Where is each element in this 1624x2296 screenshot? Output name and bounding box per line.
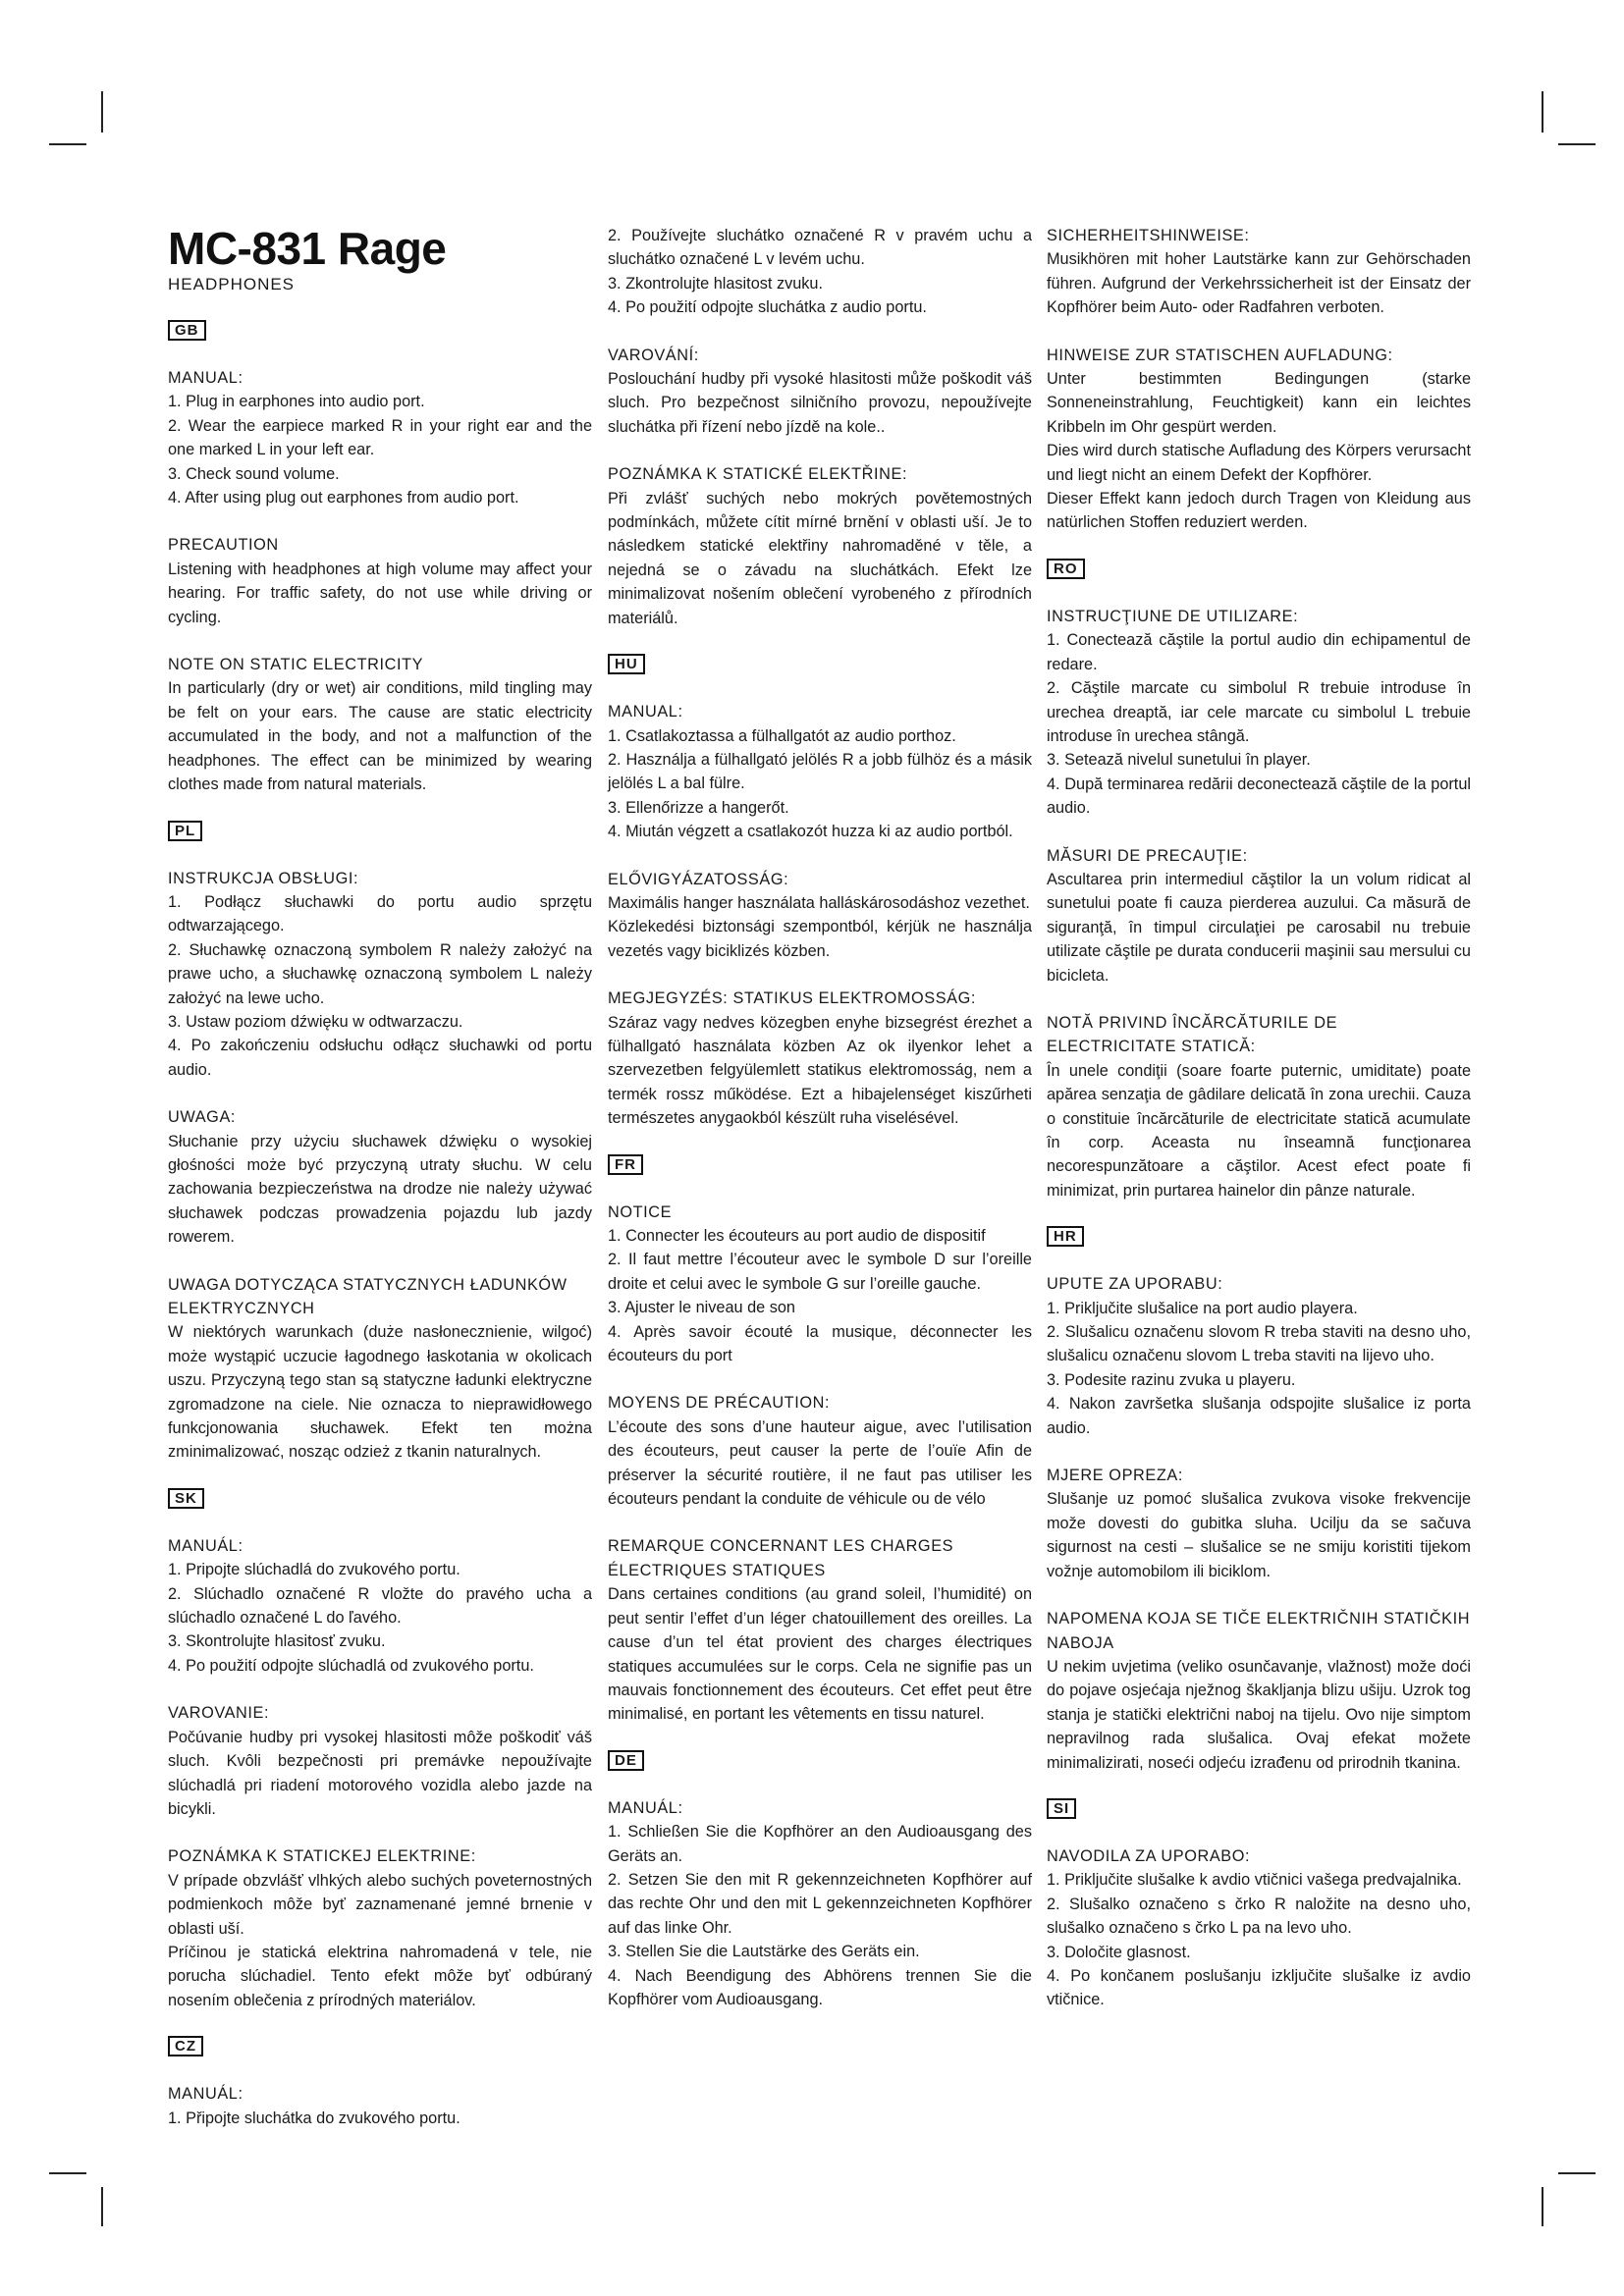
section-heading: MANUAL: [608,703,683,721]
paragraph: 1. Priključite slušalice na port audio playera. [1047,1299,1358,1317]
paragraph: Při zvlášť suchých nebo mokrých povětemostných podmínkách, můžete cítit mírné brnění v oblasti uší. Je to následkem statické elektřiny nahromaděné v těle, a nejedná se o závadu na sluchátkách. Efekt lze minimalizovat nošením oblečení vyrobeného z přírodních materiálů. [608,489,1032,627]
page-subtitle: HEADPHONES [168,275,296,294]
language-tag-row [1047,535,1471,581]
section-heading: MJERE OPREZA: [1047,1467,1183,1485]
section-heading: MOYENS DE PRÉCAUTION: [608,1394,831,1413]
paragraph: 3. Check sound volume. [168,464,340,483]
paragraph: 3. Ustaw poziom dźwięku w odtwarzaczu. [168,1012,463,1031]
crop-mark-top-right-v [1542,91,1543,133]
section-heading: POZNÁMKA K STATICKÉ ELEKTŘINE: [608,465,908,484]
paragraph: Közlekedési biztonsági szempontból, kérjük ne használja vezetés vagy biciklizés közben. [608,918,1032,960]
paragraph: 3. Ajuster le niveau de son [608,1299,795,1317]
paragraph: U nekim uvjetima (veliko osunčavanje, vlažnost) može doći do pojave osjećaja nježnog škakljanja blizu ušiju. Uzrok tog stanja je statički električni naboj na tijelu. Ovo nije simptom nepravilnog rada slušalica. Ovaj efekat možete minimalizirati, noseći odjeću izrađenu od prirodnih tkanina. [1047,1657,1471,1772]
paragraph: 3. Ellenőrizze a hangerőt. [608,798,789,817]
paragraph: Listening with headphones at high volume may affect your hearing. For traffic safety, do not use while driving or cycling. [168,560,592,626]
language-tag-row [168,296,592,343]
language-code-badge: RO [1047,559,1085,579]
paragraph: Száraz vagy nedves közegben enyhe bizsegrést érezhet a fülhallgató használata közben Az ok ilyenkor lehet a szervezetben felgyülemlett statikus elektromosság, nem a termék rossz működése. Ezt a hibajelenséget kiszűrheti természetes anygaokból készült ruha viselésével. [608,1013,1032,1128]
section-heading: MĂSURI DE PRECAUŢIE: [1047,846,1248,865]
section-heading: MANUAL: [168,369,244,387]
paragraph: Počúvanie hudby pri vysokej hlasitosti môže poškodiť váš sluch. Kvôli bezpečnosti pri premávke nepoužívajte slúchadlá pri riadení motorového vozidla alebo jazde na bicykli. [168,1728,592,1818]
language-code-badge: CZ [168,2036,203,2056]
paragraph: 1. Schließen Sie die Kopfhörer an den Audioausgang des Geräts an. [608,1823,1032,1865]
language-tag-row [168,2012,592,2058]
section-heading: UWAGA DOTYCZĄCA STATYCZNYCH ŁADUNKÓW ELEKTRYCZNYCH [168,1275,568,1317]
paragraph: 1. Csatlakoztassa a fülhallgatót az audio porthoz. [608,726,956,745]
paragraph: 3. Določite glasnost. [1047,1943,1191,1961]
paragraph: 2. Slušalicu označenu slovom R treba staviti na desno uho, slušalicu označenu slovom L treba staviti na lijevo uho. [1047,1323,1471,1365]
paragraph: 1. Priključite slušalke k avdio vtičnici vašega predvajalnika. [1047,1871,1462,1890]
paragraph: 4. Po končanem poslušanju izključite slušalke iz avdio vtičnice. [1047,1966,1471,2009]
paragraph: 2. Slúchadlo označené R vložte do pravého ucha a slúchadlo označené L do ľavého. [168,1584,592,1628]
section-heading: VAROVANIE: [168,1704,270,1723]
language-tag-row [1047,1775,1471,1821]
paragraph: Maximális hanger használata halláskárosodáshoz vezethet. [608,893,1030,912]
paragraph: 4. Après savoir écouté la musique, déconnecter les écouteurs du port [608,1322,1032,1365]
paragraph: 2. Căştile marcate cu simbolul R trebuie introduse în urechea dreaptă, iar cele marcate cu simbolul L trebuie introduse în urechea stângă. [1047,679,1471,745]
paragraph: 4. After using plug out earphones from audio port. [168,489,519,507]
crop-mark-top-left-h [49,143,86,145]
paragraph: W niektórych warunkach (duże nasłonecznienie, wilgoć) może wystąpić uczucie łagodnego łaskotania w okolicach uszu. Przyczyną tego stan są statyczne ładunki elektryczne zgromadzone na ciele. Nie oznacza to nieprawidłowego funkcjonowania słuchawek. Efekt ten można zminimalizować, nosząc odzież z tkanin naturalnych. [168,1323,592,1462]
paragraph: 1. Připojte sluchátka do zvukového portu. [168,2109,460,2127]
paragraph: 4. Nakon završetka slušanja odspojite slušalice iz porta audio. [1047,1395,1471,1437]
language-code-badge: SK [168,1488,204,1509]
paragraph: 4. Nach Beendigung des Abhörens trennen Sie die Kopfhörer vom Audioausgang. [608,1966,1032,2008]
paragraph: 1. Conectează căştile la portul audio din echipamentul de redare. [1047,631,1471,673]
paragraph: 2. Slušalko označeno s črko R naložite na desno uho, slušalko označeno s črko L pa na levo uho. [1047,1895,1471,1938]
language-code-badge: FR [608,1154,643,1175]
column-middle [608,224,1032,2011]
paragraph: Poslouchání hudby při vysoké hlasitosti může poškodit váš sluch. Pro bezpečnost silničního provozu, nepoužívejte sluchátka při řízení nebo jízdě na kole.. [608,370,1032,436]
section-heading: PRECAUTION [168,536,279,555]
column-left [168,224,592,2130]
paragraph: 1. Connecter les écouteurs au port audio de dispositif [608,1227,986,1245]
paragraph: Príčinou je statická elektrina nahromadená v tele, nie porucha slúchadiel. Tento efekt môže byť odbúraný nosením oblečenia z prírodných materiálov. [168,1943,592,2009]
language-code-badge: PL [168,821,202,841]
section-heading: UPUTE ZA UPORABU: [1047,1275,1223,1294]
section-heading: INSTRUKCJA OBSŁUGI: [168,869,359,887]
language-code-badge: HU [608,654,645,674]
paragraph: 1. Plug in earphones into audio port. [168,393,425,411]
paragraph: 3. Zkontrolujte hlasitost zvuku. [608,274,823,293]
paragraph: Unter bestimmten Bedingungen (starke Sonneneinstrahlung, Feuchtigkeit) kann ein leichtes Kribbeln im Ohr gespürt werden. [1047,370,1471,436]
section-heading: VAROVÁNÍ: [608,346,699,364]
language-code-badge: HR [1047,1226,1084,1247]
section-heading: NAVODILA ZA UPORABO: [1047,1846,1251,1865]
paragraph: Dieser Effekt kann jedoch durch Tragen von Kleidung aus natürlichen Stoffen reduziert werden. [1047,490,1471,532]
paragraph: L’écoute des sons d’une hauteur aigue, avec l’utilisation des écouteurs, peut causer la perte de l’ouïe Afin de préserver la sécurité routière, il ne faut pas utiliser les écouteurs pendant la conduite de véhicule ou de vélo [608,1417,1032,1509]
paragraph: În unele condiţii (soare foarte puternic, umiditate) poate apărea senzaţia de gâdilare delicată în zona urechii. Cauza o constituie încărcăturile de electricitate statică acumulate în corp. Aceasta nu înseamnă funcţionarea necorespunzătoare a căştilor. Acest efect poate fi minimizat, prin purtarea hainelor din pânze naturale. [1047,1061,1471,1200]
crop-mark-bottom-left-h [49,2172,86,2174]
paragraph: 2. Használja a fülhallgató jelölés R a jobb fülhöz és a másik jelölés L a bal fülre. [608,750,1032,793]
section-heading: NOTICE [608,1202,673,1221]
paragraph: 3. Podesite razinu zvuka u playeru. [1047,1370,1296,1389]
paragraph: Musikhören mit hoher Lautstärke kann zur Gehörschaden führen. Aufgrund der Verkehrssicherheit ist der Einsatz der Kopfhörer beim Auto- oder Radfahren verboten. [1047,250,1471,317]
paragraph: V prípade obzvlášť vlhkých alebo suchých poveternostných podmienkoch môže byť zaznamenané jemné brnenie v oblasti uší. [168,1871,592,1938]
crop-mark-bottom-right-v [1542,2187,1543,2226]
crop-mark-bottom-left-v [101,2187,103,2226]
paragraph: In particularly (dry or wet) air conditions, mild tingling may be felt on your ears. The cause are static electricity accumulated in the body, and not a malfunction of the headphones. The effect can be minimized by wearing clothes made from natural materials. [168,679,592,794]
crop-mark-top-right-h [1558,143,1596,145]
paragraph: 1. Pripojte slúchadlá do zvukového portu. [168,1561,460,1579]
language-code-badge: SI [1047,1798,1076,1819]
language-tag-row [168,797,592,843]
section-heading: INSTRUCŢIUNE DE UTILIZARE: [1047,607,1299,625]
paragraph: Ascultarea prin intermediul căştilor la un volum ridicat al sunetului poate fi cauza pierderea auzului. Ca măsură de siguranţă, în timpul circulaţiei pe carosabil nu trebuie utilizate căştile pe durata conducerii maşinii sau mersului cu bicicleta. [1047,870,1471,985]
page-title: MC-831 Rage [168,223,447,274]
paragraph: 4. Miután végzett a csatlakozót huzza ki az audio portból. [608,823,1013,841]
section-heading: SICHERHEITSHINWEISE: [1047,227,1250,244]
paragraph: 3. Stellen Sie die Lautstärke des Geräts ein. [608,1943,920,1961]
paragraph: 2. Słuchawkę oznaczoną symbolem R należy założyć na prawe ucho, a słuchawkę oznaczoną symbolem L należy założyć na lewe ucho. [168,940,592,1007]
paragraph: Dies wird durch statische Aufladung des Körpers verursacht und liegt nicht an einem Defekt der Kopfhörer. [1047,442,1471,484]
paragraph: 2. Wear the earpiece marked R in your right ear and the one marked L in your left ear. [168,416,592,459]
paragraph: 2. Il faut mettre l’écouteur avec le symbole D sur l’oreille droite et celui avec le symbole G sur l’oreille gauche. [608,1251,1032,1293]
section-heading: UWAGA: [168,1108,237,1127]
section-heading: NOTE ON STATIC ELECTRICITY [168,656,424,674]
paragraph: 4. Po použití odpojte slúchadlá od zvukového portu. [168,1656,534,1675]
section-heading: POZNÁMKA K STATICKEJ ELEKTRINE: [168,1847,476,1866]
language-tag-row [608,1131,1032,1177]
section-heading: REMARQUE CONCERNANT LES CHARGES ÉLECTRIQUES STATIQUES [608,1537,954,1579]
paragraph: 1. Podłącz słuchawki do portu audio sprzętu odtwarzającego. [168,892,592,935]
section-heading: ELŐVIGYÁZATOSSÁG: [608,870,789,888]
crop-mark-bottom-right-h [1558,2172,1596,2174]
section-heading: MANUÁL: [168,2085,244,2104]
section-heading: MANUÁL: [608,1798,683,1817]
language-tag-row [168,1465,592,1511]
paragraph: Dans certaines conditions (au grand soleil, l’humidité) on peut sentir l’effet d’un léger chatouillement des oreilles. La cause d’un tel état provient des charges électriques statiques accumulées sur le corps. Cela ne signifie pas un mauvais fonctionnement des écouteurs. Cet effet peut être minimalisé, en portant les vêtements en tissu naturel. [608,1585,1032,1724]
language-tag-row [1047,1202,1471,1249]
section-heading: NOTĂ PRIVIND ÎNCĂRCĂTURILE DE ELECTRICITATE STATICĂ: [1047,1013,1338,1056]
paragraph: 2. Setzen Sie den mit R gekennzeichneten Kopfhörer auf das rechte Ohr und den mit L gekennzeichneten Kopfhörer auf das linke Ohr. [608,1870,1032,1937]
language-tag-row [608,630,1032,676]
section-heading: MANUÁL: [168,1536,244,1555]
section-heading: NAPOMENA KOJA SE TIČE ELEKTRIČNIH STATIČKIH NABOJA [1047,1610,1471,1652]
paragraph: 3. Setează nivelul sunetului în player. [1047,751,1311,770]
language-tag-row [608,1727,1032,1773]
paragraph: 4. Po použití odpojte sluchátka z audio portu. [608,298,927,317]
section-heading: HINWEISE ZUR STATISCHEN AUFLADUNG: [1047,346,1393,364]
paragraph: 4. După terminarea redării deconectează căştile de la portul audio. [1047,774,1471,818]
paragraph: 3. Skontrolujte hlasitosť zvuku. [168,1632,386,1651]
language-code-badge: GB [168,320,206,341]
language-code-badge: DE [608,1750,644,1771]
paragraph: Slušanje uz pomoć slušalica zvukova visoke frekvencije može dovesti do gubitka sluha. Ucilju da se sačuva sigurnost na cesti – slušalice se ne smiju koristiti tijekom vožnje automobilom ili biciklom. [1047,1490,1471,1580]
paragraph: Słuchanie przy użyciu słuchawek dźwięku o wysokiej głośności może być przyczyną utraty słuchu. W celu zachowania bezpieczeństwa na drodze nie należy używać słuchawek podczas prowadzenia pojazdu lub jazdy rowerem. [168,1132,592,1247]
section-heading: MEGJEGYZÉS: STATIKUS ELEKTROMOSSÁG: [608,989,977,1008]
paragraph: 2. Používejte sluchátko označené R v pravém uchu a sluchátko označené L v levém uchu. [608,227,1032,269]
paragraph: 4. Po zakończeniu odsłuchu odłącz słuchawki od portu audio. [168,1037,592,1079]
crop-mark-top-left-v [101,91,103,133]
column-right [1047,224,1471,2012]
